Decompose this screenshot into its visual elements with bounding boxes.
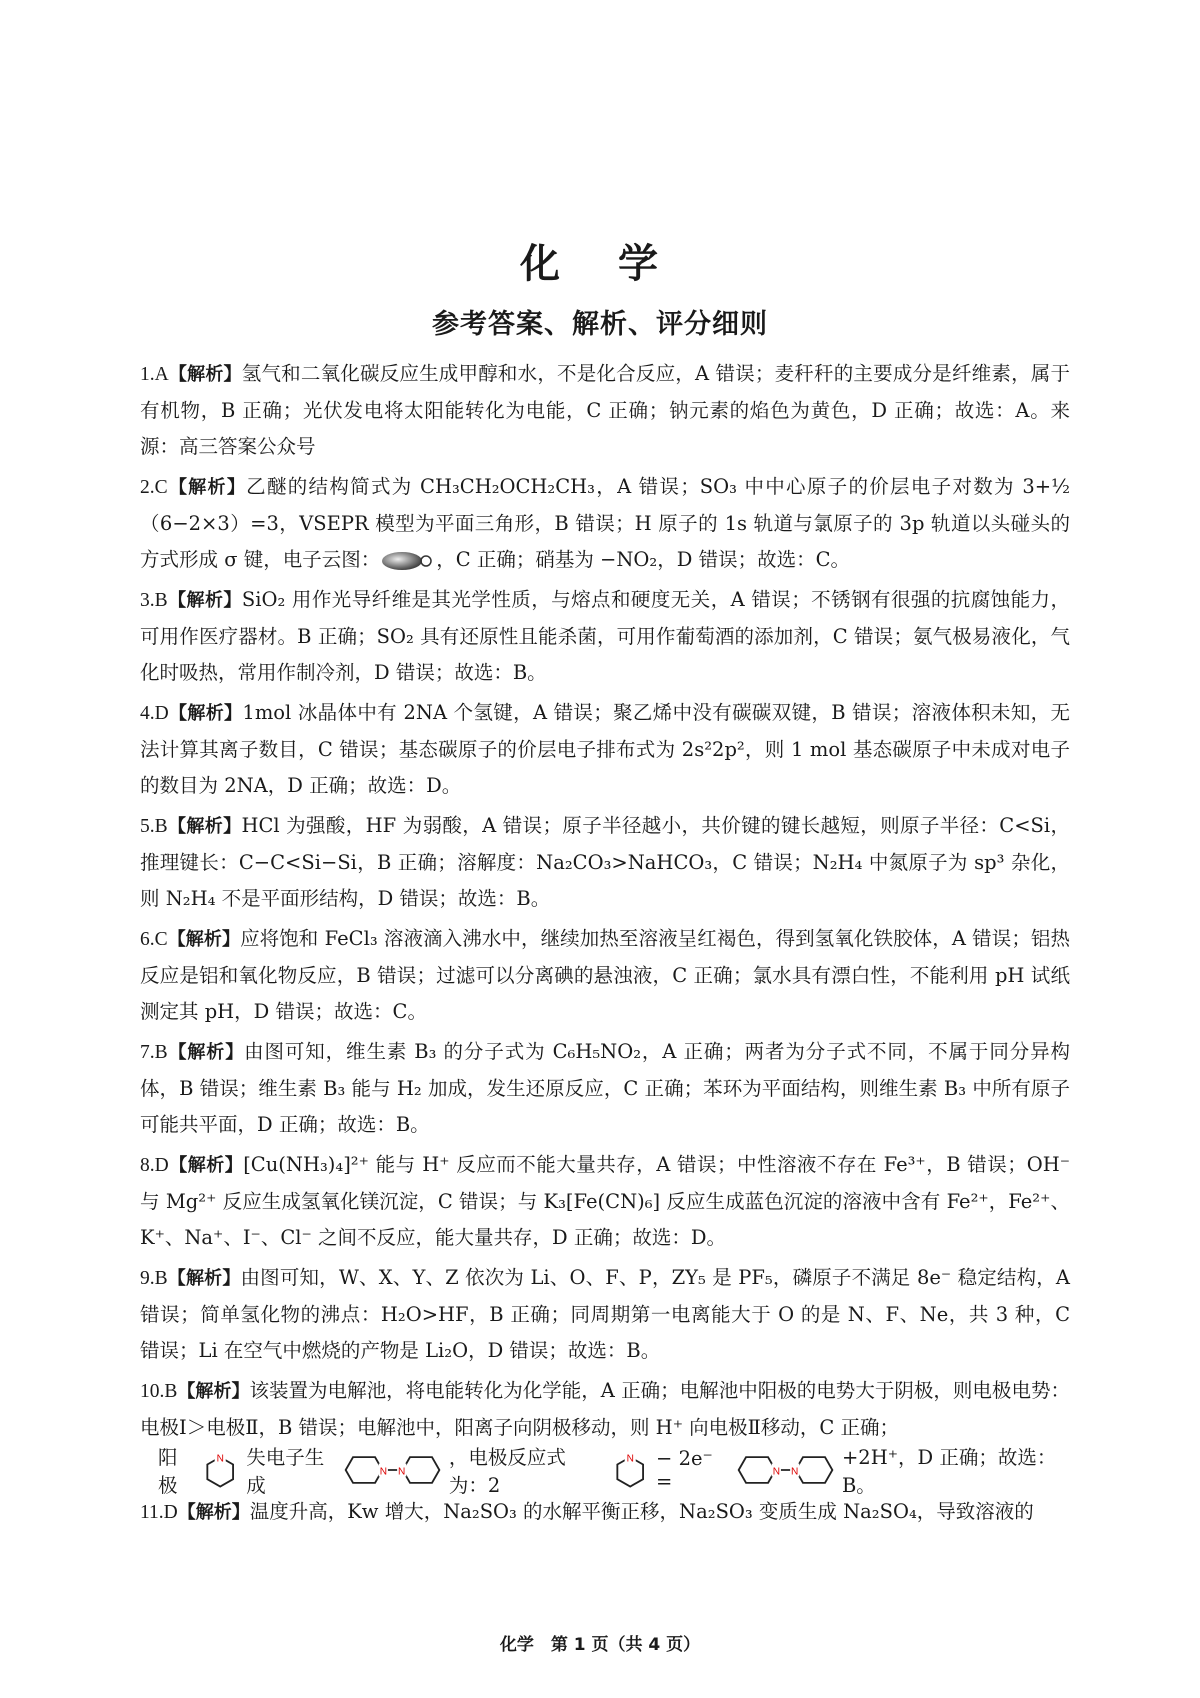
analysis-tag: 【解析】 xyxy=(167,1268,241,1289)
item-text: 由图可知，W、X、Y、Z 依次为 Li、O、F、P，ZY₅ 是 PF₅，磷原子不满足 8e⁻ 稳定结构，A 错误；简单氢化物的沸点：H₂O>HF，B 正确；同周期第一电离能大于 O 的是 N、F、Ne，共 3 种，C 错误；Li 在空气中燃烧的产物是 Li₂O，D 错误；故选：B。 xyxy=(140,1266,1071,1362)
electrode-equation xyxy=(140,1446,1070,1497)
item-number: 4.D xyxy=(140,703,169,724)
analysis-tag: 【解析】 xyxy=(168,1155,244,1176)
item-number: 6.C xyxy=(140,929,168,950)
item-number: 1.A xyxy=(140,364,169,385)
analysis-tag: 【解析】 xyxy=(168,364,242,385)
item-text: SiO₂ 用作光导纤维是其光学性质，与熔点和硬度无关，A 错误；不锈钢有很强的抗腐蚀能力，可用作医疗器材。B 正确；SO₂ 具有还原性且能杀菌，可用作葡萄酒的添加剂，C 错误；氨气极易液化，气化时吸热，常用作制冷剂，D 错误；故选：B。 xyxy=(140,588,1070,684)
page-footer: 化学 第 1 页（共 4 页） xyxy=(499,1635,701,1655)
analysis-tag: 【解析】 xyxy=(167,1042,245,1063)
answer-item-3 xyxy=(140,582,1070,691)
nitrogen-label: N xyxy=(626,1453,634,1465)
item-text: 温度升高，Kw 增大，Na₂SO₃ 的水解平衡正移，Na₂SO₃ 变质生成 Na₂SO₄，导致溶液的 xyxy=(249,1500,1034,1523)
analysis-tag: 【解析】 xyxy=(167,816,242,837)
item-text: 该装置为电解池，将电能转化为化学能，A 正确；电解池中阳极的电势大于阴极，则电极电势：电极Ⅰ＞电极Ⅱ，B 错误；电解池中，阳离子向阴极移动，则 H⁺ 向电极Ⅱ移动，C 正确； xyxy=(140,1379,1070,1439)
analysis-tag: 【解析】 xyxy=(168,703,243,724)
answer-item-6 xyxy=(140,921,1070,1030)
item-number: 7.B xyxy=(140,1042,168,1063)
answer-item-11 xyxy=(140,1494,1070,1531)
equation-text: − 2e⁻ = xyxy=(656,1447,713,1493)
nitrogen-label: N xyxy=(379,1466,387,1478)
analysis-tag: 【解析】 xyxy=(177,1381,250,1402)
piperidine-structure xyxy=(610,1450,650,1490)
answer-item-5 xyxy=(140,808,1070,917)
item-text: HCl 为强酸，HF 为弱酸，A 错误；原子半径越小，共价键的键长越短，则原子半径：C<Si，推理键长：C−C<Si−Si，B 正确；溶解度：Na₂CO₃>NaHCO₃，C 错误；N₂H₄ 中氮原子为 sp³ 杂化，则 N₂H₄ 不是平面形结构，D 错误；故选：B。 xyxy=(140,814,1071,910)
answer-item-2 xyxy=(140,469,1070,578)
answer-item-4 xyxy=(140,695,1070,804)
item-text: 由图可知，维生素 B₃ 的分子式为 C₆H₅NO₂，A 正确；两者为分子式不同，不属于同分异构体，B 错误；维生素 B₃ 能与 H₂ 加成，发生还原反应，C 正确；苯环为平面结构，则维生素 B₃ 中所有原子可能共平面，D 正确；故选：B。 xyxy=(140,1040,1070,1136)
answer-list xyxy=(140,356,1070,1531)
equation-text: 阳极 xyxy=(158,1446,178,1497)
bipiperidine-structure xyxy=(735,1450,836,1490)
nitrogen-label: N xyxy=(772,1466,780,1478)
page-title: 化 学 xyxy=(520,241,680,287)
item-text: 氢气和二氧化碳反应生成甲醇和水，不是化合反应，A 错误；麦秆秆的主要成分是纤维素，属于有机物，B 正确；光伏发电将太阳能转化为电能，C 正确；钠元素的焰色为黄色，D 正确；故选：A。来源：高三答案公众号 xyxy=(140,362,1070,458)
answer-item-10 xyxy=(140,1373,1070,1446)
answer-item-7 xyxy=(140,1034,1070,1143)
equation-text: +2H⁺，D 正确；故选：B。 xyxy=(841,1446,1057,1497)
equation-text: ，电极反应式为：2 xyxy=(448,1446,566,1497)
analysis-tag: 【解析】 xyxy=(167,477,247,498)
item-number: 5.B xyxy=(140,816,168,837)
item-number: 2.C xyxy=(140,477,168,498)
item-number: 10.B xyxy=(140,1381,178,1402)
nitrogen-label: N xyxy=(397,1466,406,1478)
item-number: 9.B xyxy=(140,1268,168,1289)
item-text: 乙醚的结构简式为 CH₃CH₂OCH₂CH₃，A 错误；SO₃ 中中心原子的价层电子对数为 3+½（6−2×3）=3，VSEPR 模型为平面三角形，B 错误；H 原子的 1s 轨道与氯原子的 3p 轨道以头碰头的方式形成 σ 键，电子云图： xyxy=(140,475,1070,571)
analysis-tag: 【解析】 xyxy=(167,929,241,950)
item-number: 3.B xyxy=(140,590,168,611)
nitrogen-label: N xyxy=(216,1453,224,1465)
nitrogen-label: N xyxy=(790,1466,799,1478)
answer-item-9 xyxy=(140,1260,1070,1369)
electron-cloud-icon xyxy=(380,549,436,573)
answer-item-8 xyxy=(140,1147,1070,1256)
bipiperidine-structure xyxy=(342,1450,443,1490)
equation-text: 失电子生成 xyxy=(246,1446,325,1497)
page-subtitle: 参考答案、解析、评分细则 xyxy=(432,309,768,340)
analysis-tag: 【解析】 xyxy=(177,1502,250,1523)
item-number: 11.D xyxy=(140,1502,178,1523)
item-text: 1mol 冰晶体中有 2NA 个氢键，A 错误；聚乙烯中没有碳碳双键，B 错误；溶液体积未知，无法计算其离子数目，C 错误；基态碳原子的价层电子排布式为 2s²2p²，则 1 mol 基态碳原子中未成对电子的数目为 2NA，D 正确；故选：D。 xyxy=(140,701,1070,797)
item-text-continued: ，C 正确；硝基为 −NO₂，D 错误；故选：C。 xyxy=(436,548,850,571)
piperidine-structure xyxy=(200,1450,240,1490)
analysis-tag: 【解析】 xyxy=(167,590,242,611)
item-text: 应将饱和 FeCl₃ 溶液滴入沸水中，继续加热至溶液呈红褐色，得到氢氧化铁胶体，A 错误；铝热反应是铝和氧化物反应，B 错误；过滤可以分离碘的悬浊液，C 正确；氯水具有漂白性，不能利用 pH 试纸测定其 pH，D 错误；故选：C。 xyxy=(140,927,1071,1023)
answer-item-1 xyxy=(140,356,1070,465)
item-text: [Cu(NH₃)₄]²⁺ 能与 H⁺ 反应而不能大量共存，A 错误；中性溶液不存在 Fe³⁺，B 错误；OH⁻ 与 Mg²⁺ 反应生成氢氧化镁沉淀，C 错误；与 K₃[Fe(CN)₆] 反应生成蓝色沉淀的溶液中含有 Fe²⁺，Fe²⁺、K⁺、Na⁺、I⁻、Cl⁻ 之间不反应，能大量共存，D 正确；故选：D。 xyxy=(140,1153,1070,1249)
item-number: 8.D xyxy=(140,1155,169,1176)
